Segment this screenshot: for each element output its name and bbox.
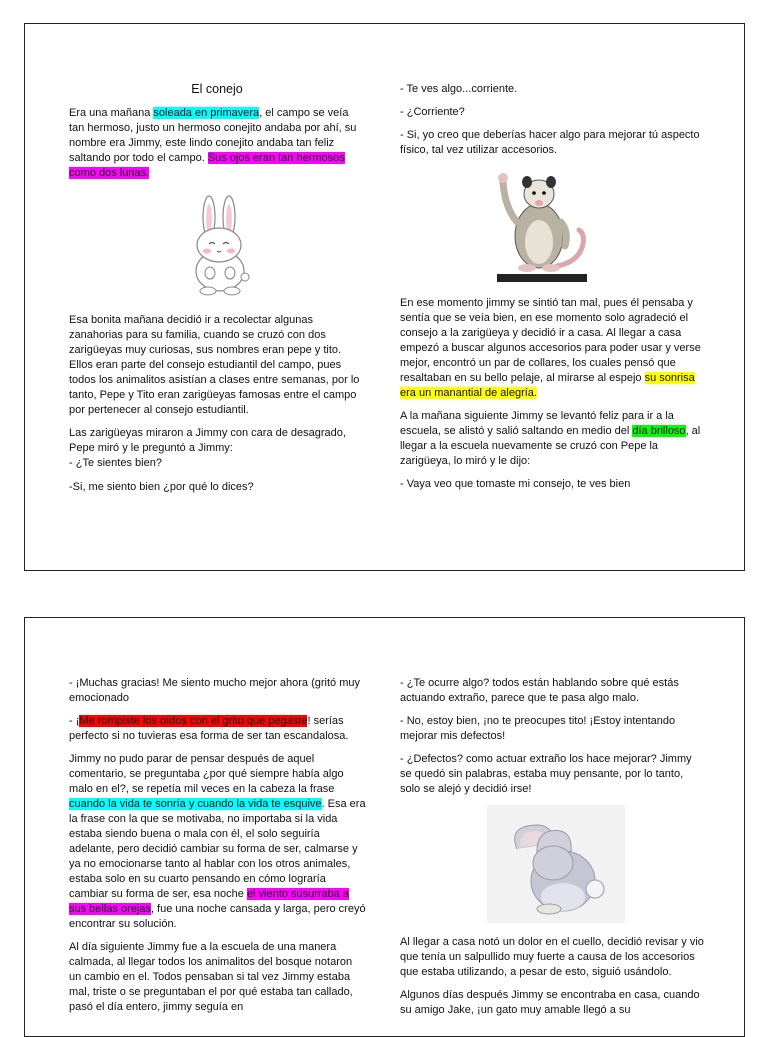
paragraph xyxy=(400,409,704,469)
bunny-illustration xyxy=(172,191,268,299)
highlighted-phrase: día brilloso xyxy=(632,425,686,437)
text-run: . Esa era la frase con la que se motivaba, no importaba si la vida estaba siendo buena o mala con él, el solo seguiría adelante, pero decidió cambiar su forma de ser, calmarse y ya no emocionarse tanto al hablar con los otros animales, estaba solo en su cuarto pensando en cómo lograría cambiar su forma de ser, esa noche xyxy=(69,798,366,900)
paragraph: Algunos días después Jimmy se encontraba en casa, cuando su amigo Jake, ¡un gato muy amable llegó a su xyxy=(400,989,700,1016)
dialogue-line: - Vaya veo que tomaste mi consejo, te ves bien xyxy=(400,478,631,490)
highlighted-phrase: Sus ojos eran tan hermosos como dos lunas. xyxy=(69,152,345,179)
dialogue-line: - No, estoy bien, ¡no te preocupes tito! ¡Estoy intentando mejorar mis defectos! xyxy=(400,715,676,742)
paragraph xyxy=(69,106,365,181)
paragraph xyxy=(400,296,704,401)
dialogue-line: - Te ves algo...corriente. xyxy=(400,83,518,95)
gray-bunny-illustration xyxy=(487,805,625,923)
highlighted-phrase: el viento susurraba a sus bellas orejas xyxy=(69,888,350,915)
dialogue-line: -Si, me siento bien ¿por qué lo dices? xyxy=(69,481,254,493)
text-run: , al llegar a la escuela nuevamente se cruzó con Pepe la zarigüeya, lo miró y le dijo: xyxy=(400,425,701,467)
paragraph xyxy=(69,752,367,932)
dialogue-line: - ¡Muchas gracias! Me siento mucho mejor ahora (gritó muy emocionado xyxy=(69,677,360,704)
highlighted-phrase: su sonrisa era un manantial de alegría. xyxy=(400,372,695,399)
text-run: - ¡ xyxy=(69,715,80,727)
dialogue-line: - ¿Te sientes bien? xyxy=(69,457,162,469)
paragraph: Al día siguiente Jimmy fue a la escuela de una manera calmada, al llegar todos los animalitos del bosque notaron un cambio en el. Todos pensaban si tal vez Jimmy estaba mal, triste o se preguntaban el por qué estaba tan callado, pasó el día entero, jimmy seguía en xyxy=(69,941,353,1013)
text-run: Era una mañana xyxy=(69,107,154,119)
page2-right-column xyxy=(400,676,706,1026)
dialogue-line xyxy=(69,714,367,744)
document-page-2 xyxy=(24,617,745,1037)
dialogue-line: - ¿Defectos? como actuar extraño los hace mejorar? Jimmy se quedó sin palabras, estaba muy pensante, por lo tanto, solo se alejó y decidió irse! xyxy=(400,753,692,795)
page1-left-column xyxy=(69,82,365,503)
text-run: , fue una noche cansada y larga, pero creyó encontrar su solución. xyxy=(69,903,366,930)
text-run: , el campo se veía tan hermoso, justo un hermoso conejito andaba por ahí, su nombre era Jimmy, este lindo conejito andaba tan feliz saltando por todo el campo. xyxy=(69,107,357,164)
dialogue-line: - Si, yo creo que deberías hacer algo para mejorar tú aspecto físico, tal vez utilizar accesorios. xyxy=(400,129,700,156)
text-run: Jimmy no pudo parar de pensar después de aquel comentario, se preguntaba ¿por qué siempre había algo malo en el?, se repetía mil veces en la cabeza la frase xyxy=(69,753,344,795)
paragraph-line: Las zarigüeyas miraron a Jimmy con cara de desagrado, Pepe miró y le preguntó a Jimmy: xyxy=(69,427,346,454)
story-title: El conejo xyxy=(191,82,243,96)
highlighted-phrase: cuando la vida te sonría y cuando la vida te esquive xyxy=(69,798,322,810)
opossum-illustration xyxy=(497,166,587,282)
paragraph xyxy=(69,426,365,471)
page2-left-column xyxy=(69,676,367,1023)
text-run: A la mañana siguiente Jimmy se levantó feliz para ir a la escuela, se alistó y salió saltando en medio del xyxy=(400,410,674,437)
text-run: ! serías perfecto si no tuvieras esa forma de ser tan escandalosa. xyxy=(69,715,349,742)
dialogue-line: - ¿Te ocurre algo? todos están hablando sobre qué estás actuando extraño, parece que te pasa algo malo. xyxy=(400,677,679,704)
text-run: En ese momento jimmy se sintió tan mal, pues él pensaba y sentía que se veía bien, en ese momento solo agradeció el consejo a la zarigüeya y decidió ir a casa. Al llegar a casa empezó a buscar algunos accesorios para poder usar y verse mejor, encontró un par de collares, los cuales pensó que resaltaban en su bello pelaje, al mirarse al espejo xyxy=(400,297,701,384)
paragraph: Esa bonita mañana decidió ir a recolectar algunas zanahorias para su familia, cuando se cruzó con dos zarigüeyas muy curiosas, sus nombres eran pepe y tito. Ellos eran parte del consejo estudiantil del campo, pues todos los animalitos asistían a clases entre semanas, por lo tanto, Pepe y Tito eran zarigüeyas famosas entre el campo por pertenecer al consejo estudiantil. xyxy=(69,314,360,416)
highlighted-phrase: soleada en primavera xyxy=(153,107,260,119)
dialogue-line: - ¿Corriente? xyxy=(400,106,465,118)
paragraph: Al llegar a casa notó un dolor en el cuello, decidió revisar y vio que tenía un salpullido muy fuerte a causa de los accesorios que estaba utilizando, a pesar de esto, siguió usándolo. xyxy=(400,936,704,978)
document-page-1 xyxy=(24,23,745,571)
page1-right-column xyxy=(400,82,704,500)
highlighted-phrase: Me rompiste los oídos con el grito que pegaste xyxy=(79,715,308,727)
